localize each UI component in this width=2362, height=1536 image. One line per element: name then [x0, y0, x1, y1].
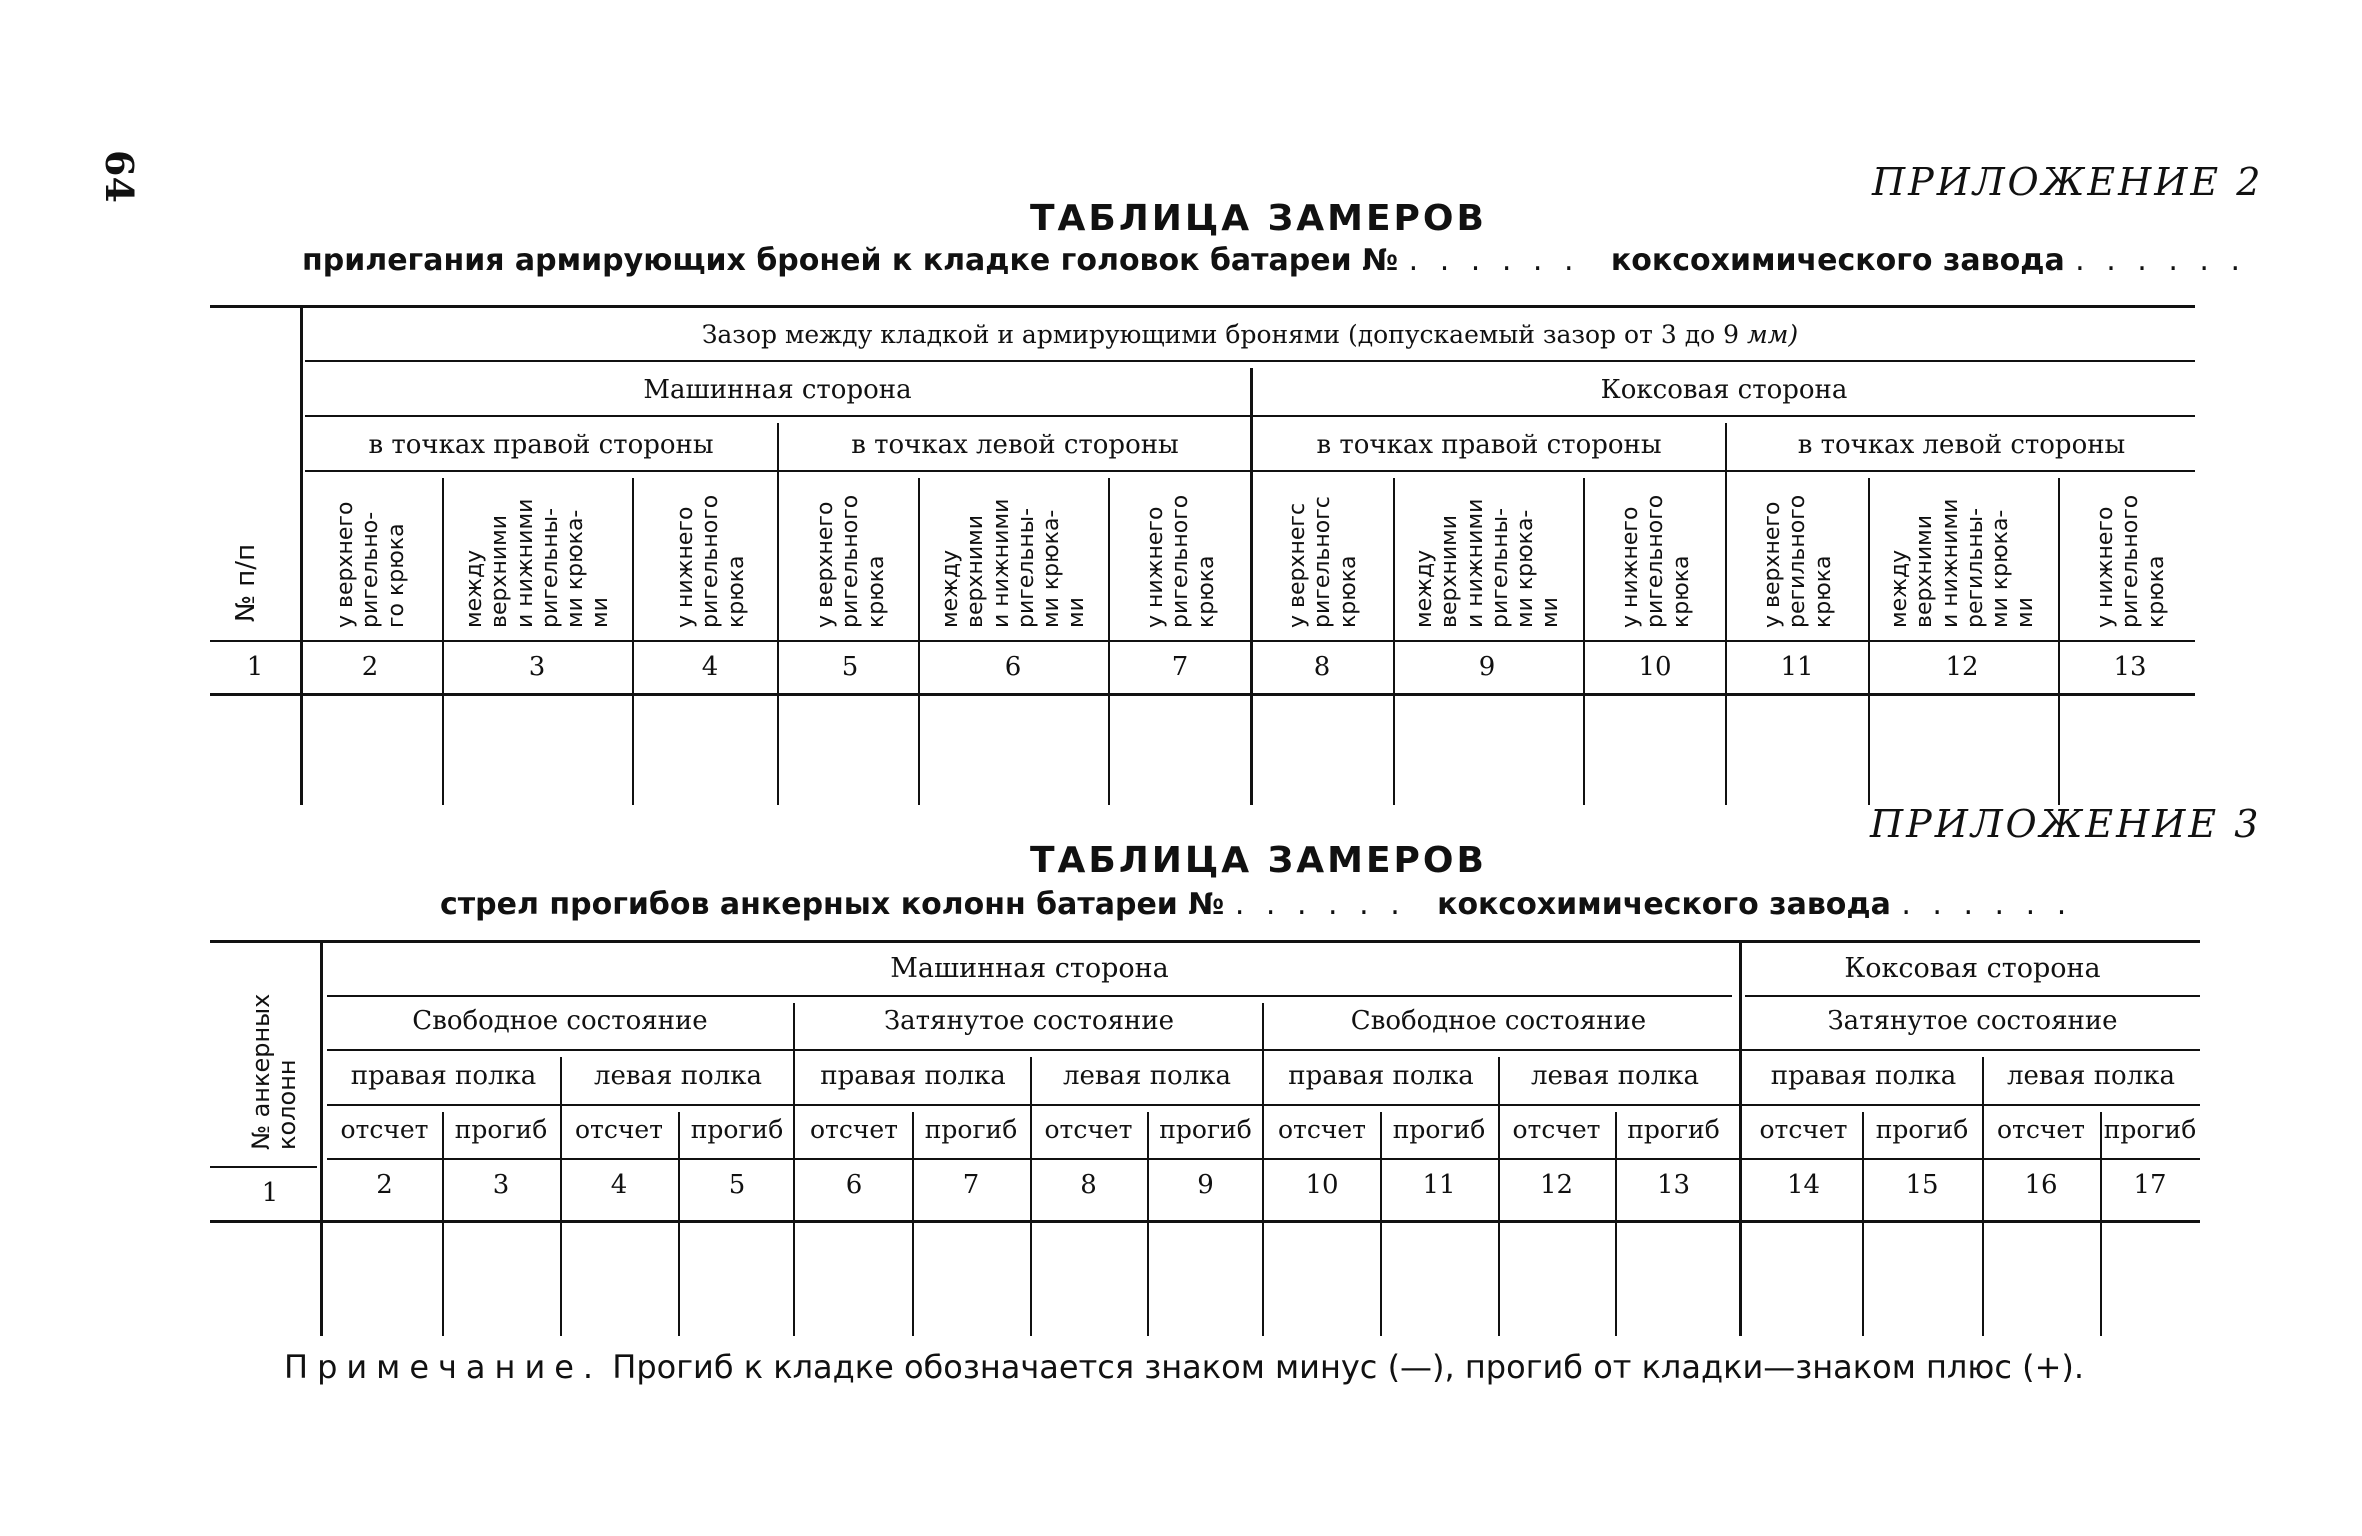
table1-index-header: № п/п [231, 543, 261, 622]
table2-title: ТАБЛИЦА ЗАМЕРОВ [1030, 840, 1487, 881]
table1-col-number: 9 [1478, 652, 1496, 682]
table2-col-number: 17 [2133, 1170, 2167, 1200]
table1-col-header-5: у верхнего ригельного крюка [812, 494, 889, 628]
footnote: Примечание. Прогиб к кладке обозначается знаком минус (—), прогиб от кладки—знаком плюс (+). [284, 1348, 2085, 1386]
table1-col-number: 4 [701, 652, 719, 682]
table2-deflection-header: прогиб [1627, 1115, 1720, 1144]
table1-col-header-2: у верхнего ригельно- го крюка [332, 501, 409, 628]
table1-col-number: 10 [1638, 652, 1672, 682]
table1-gap-header: Зазор между кладкой и армирующими бронями (допускаемый зазор от 3 до 9 мм) [701, 320, 1799, 349]
table2-shelf: левая полка [1531, 1061, 1699, 1091]
table1-col-header-11: у верхнего регильного крюка [1759, 494, 1836, 628]
table2-deflection-header: прогиб [924, 1115, 1018, 1144]
table2-subtitle: стрел прогибов анкерных колонн батареи № . . . . . . коксохимического завода . . . . . . [440, 887, 2073, 922]
table1-col-number: 6 [1004, 652, 1022, 682]
table2-deflection-header: прогиб [2103, 1115, 2197, 1144]
table1-title: ТАБЛИЦА ЗАМЕРОВ [1030, 198, 1487, 239]
table2-deflection-header: прогиб [454, 1115, 548, 1144]
table1-group-coke-left: в точках левой стороны [1797, 430, 2126, 460]
table1-col-number: 5 [841, 652, 859, 682]
table2-col-number: 11 [1422, 1170, 1456, 1200]
table1-group-machine-right: в точках правой стороны [368, 430, 714, 460]
table1-col-number: 11 [1780, 652, 1814, 682]
table2-col-number: 3 [492, 1170, 510, 1200]
table2-col-number: 16 [2024, 1170, 2058, 1200]
table1-col-header-12: между верхними и нижними регильны- ми крюка- ми [1887, 498, 2039, 628]
table2-state-1: Свободное состояние [412, 1006, 708, 1036]
table2-shelf: правая полка [1288, 1061, 1474, 1091]
appendix-3-label: ПРИЛОЖЕНИЕ 3 [1870, 802, 2262, 846]
table1-col-header-3: между верхними и нижними ригельны- ми крюка- ми [462, 498, 614, 628]
table2-reading-header: отсчет [574, 1115, 664, 1144]
table2-shelf: левая полка [1063, 1061, 1231, 1091]
table2-shelf: правая полка [350, 1061, 537, 1091]
table1-col-header-7: у нижнего ригельного крюка [1142, 494, 1219, 628]
table1-coke-side: Коксовая сторона [1600, 375, 1848, 405]
table2-col-number: 4 [610, 1170, 628, 1200]
table2-coke-side: Коксовая сторона [1844, 953, 2101, 984]
table1-col-number: 8 [1313, 652, 1331, 682]
table1-machine-side: Машинная сторона [643, 375, 912, 405]
table2-reading-header: отсчет [340, 1115, 429, 1144]
table1-col-number: 7 [1171, 652, 1189, 682]
table2-state-2: Затянутое состояние [883, 1006, 1175, 1036]
table2-col-number: 14 [1786, 1170, 1821, 1200]
table2-deflection-header: прогиб [690, 1115, 784, 1144]
table2-col-number: 9 [1197, 1170, 1214, 1200]
page-number: 64 [97, 150, 142, 203]
table1-col-header-4: у нижнего ригельного крюка [672, 494, 749, 628]
table1-group-machine-left: в точках левой стороны [851, 430, 1179, 460]
table2-state-3: Свободное состояние [1350, 1006, 1647, 1036]
table1-col-number: 13 [2113, 652, 2147, 682]
table1-col-number: 3 [528, 652, 546, 682]
table2-col-number: 1 [261, 1178, 279, 1208]
table2-reading-header: отсчет [1996, 1115, 2086, 1144]
table2-col-number: 6 [845, 1170, 863, 1200]
table1-col-header-10: у нижнего ригельного крюка [1617, 494, 1694, 628]
table2-deflection-header: прогиб [1392, 1115, 1486, 1144]
table1-col-header-6: между верхними и нижними ригельны- ми крюка- ми [938, 498, 1090, 628]
appendix-2-label: ПРИЛОЖЕНИЕ 2 [1872, 160, 2264, 204]
table1-col-number: 12 [1945, 652, 1979, 682]
table2-col-number: 2 [376, 1170, 393, 1200]
table1-col-header-8: у верхнегс ригельногс крюка [1284, 496, 1361, 628]
table2-machine-side: Машинная сторона [890, 953, 1169, 984]
table1-col-header-9: между верхними и нижними ригельны- ми крюка- ми [1412, 498, 1564, 628]
table2-reading-header: отсчет [1044, 1115, 1133, 1144]
table2-reading-header: отсчет [809, 1115, 899, 1144]
table2-col-number: 5 [728, 1170, 746, 1200]
table2-index-header: № анкерных колонн [247, 993, 302, 1150]
table1-col-number: 2 [361, 652, 379, 682]
table2-col-number: 10 [1305, 1170, 1339, 1200]
table2-reading-header: отсчет [1512, 1115, 1601, 1144]
table2-shelf: правая полка [1770, 1061, 1957, 1091]
table2-reading-header: отсчет [1759, 1115, 1848, 1144]
table1-group-coke-right: в точках правой стороны [1316, 430, 1662, 460]
table2-col-number: 13 [1656, 1170, 1691, 1200]
table2-shelf: левая полка [2007, 1061, 2175, 1091]
table2-col-number: 8 [1080, 1170, 1097, 1200]
table2-state-4: Затянутое состояние [1827, 1006, 2118, 1036]
table2-col-number: 15 [1905, 1170, 1939, 1200]
table2-deflection-header: прогиб [1875, 1115, 1969, 1144]
table2-shelf: левая полка [594, 1061, 762, 1091]
table2-shelf: правая полка [820, 1061, 1006, 1091]
table2-reading-header: отсчет [1277, 1115, 1367, 1144]
table2-col-number: 7 [962, 1170, 980, 1200]
table1-subtitle: прилегания армирующих броней к кладке головок батареи № . . . . . . коксохимического завода . . . . . . [302, 243, 2247, 278]
table2-col-number: 12 [1539, 1170, 1574, 1200]
table1-col-header-13: у нижнего ригельного крюка [2092, 494, 2169, 628]
table2-deflection-header: прогиб [1159, 1115, 1252, 1144]
table1-col-number: 1 [246, 652, 264, 682]
